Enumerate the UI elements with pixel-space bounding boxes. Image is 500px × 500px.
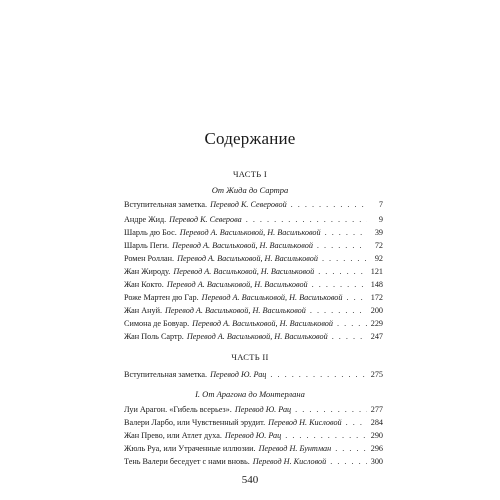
part1-subtitle: От Жида до Сартра (211, 185, 289, 195)
entry-author: Жан Прево, или Атлет духа. (124, 431, 222, 440)
entry-translator: Перевод Н. Кисловой (268, 418, 342, 427)
toc-entry[interactable] (124, 404, 383, 415)
part1-heading: ЧАСТЬ I (232, 169, 268, 179)
entry-translator: Перевод Н. Бунтман (258, 444, 332, 453)
entry-author: Жан Поль Сартр. (124, 332, 184, 341)
dot-leader (285, 430, 367, 441)
dot-leader (291, 199, 367, 210)
toc-entry[interactable] (124, 318, 383, 329)
toc-entry[interactable] (124, 214, 383, 225)
entry-translator: Перевод А. Васильковой, Н. Васильковой (177, 254, 318, 263)
toc-entry[interactable] (124, 199, 383, 210)
entry-page-number: 277 (370, 405, 383, 414)
toc-entry[interactable] (124, 266, 383, 277)
toc-entry[interactable] (124, 279, 383, 290)
toc-entry[interactable] (124, 240, 383, 251)
entry-page-number: 296 (370, 444, 383, 453)
dot-leader (246, 214, 367, 225)
toc-entry[interactable] (124, 369, 383, 380)
entry-page-number: 247 (370, 332, 383, 341)
entry-page-number: 39 (374, 228, 383, 237)
dot-leader (325, 227, 367, 238)
entry-translator: Перевод К. Северовой (210, 200, 287, 209)
page-title: Содержание (204, 129, 296, 148)
entry-translator: Перевод Н. Кисловой (252, 457, 327, 466)
toc-entry[interactable] (124, 305, 383, 316)
dot-leader (310, 305, 367, 316)
dot-leader (317, 240, 367, 251)
entry-author: Вступительная заметка. (124, 200, 208, 209)
part2-subtitle: I. От Арагона до Монтерлана (195, 389, 305, 399)
toc-entry[interactable] (124, 227, 383, 238)
entry-translator: Перевод К. Северова (169, 215, 242, 224)
entry-page-number: 290 (370, 431, 383, 440)
entry-author: Жан Кокто. (124, 280, 164, 289)
entry-author: Валери Ларбо, или Чувственный эрудит. (124, 418, 266, 427)
toc-entry[interactable] (124, 430, 383, 441)
entry-page-number: 300 (370, 457, 383, 466)
entry-translator: Перевод А. Васильковой, Н. Васильковой (165, 306, 306, 315)
toc-entry[interactable] (124, 456, 383, 467)
entry-page-number: 200 (370, 306, 383, 315)
entry-page-number: 275 (370, 370, 383, 379)
part2-heading: ЧАСТЬ II (231, 352, 269, 362)
entry-author: Вступительная заметка. (124, 370, 208, 379)
dot-leader (295, 404, 367, 415)
toc-entry[interactable] (124, 417, 383, 428)
dot-leader (318, 266, 367, 277)
entry-author: Симона де Бовуар. (124, 319, 190, 328)
dot-leader (332, 331, 367, 342)
entry-page-number: 72 (374, 241, 383, 250)
dot-leader (322, 253, 367, 264)
dot-leader (337, 318, 367, 329)
dot-leader (346, 417, 367, 428)
entry-translator: Перевод Ю. Рац (234, 405, 292, 414)
entry-translator: Перевод А. Васильковой, Н. Васильковой (192, 319, 333, 328)
entry-author: Шарль дю Бос. (124, 228, 177, 237)
dot-leader (346, 292, 367, 303)
entry-translator: Перевод А. Васильковой, Н. Васильковой (166, 280, 308, 289)
dot-leader (312, 279, 367, 290)
entry-author: Жан Жироду. (124, 267, 171, 276)
entry-page-number: 148 (370, 280, 383, 289)
entry-page-number: 172 (370, 293, 383, 302)
dot-leader (330, 456, 367, 467)
dot-leader (270, 369, 367, 380)
entry-author: Ромен Роллан. (124, 254, 175, 263)
entry-page-number: 7 (378, 200, 383, 209)
toc-entry[interactable] (124, 331, 383, 342)
entry-page-number: 284 (370, 418, 383, 427)
entry-page-number: 92 (374, 254, 383, 263)
entry-translator: Перевод Ю. Рац (210, 370, 267, 379)
page-number: 540 (241, 474, 259, 486)
entry-author: Луи Арагон. «Гибель всерьез». (124, 405, 232, 414)
entry-translator: Перевод А. Васильковой, Н. Васильковой (186, 332, 328, 341)
toc-entry[interactable] (124, 253, 383, 264)
entry-author: Роже Мартен дю Гар. (124, 293, 199, 302)
entry-page-number: 9 (378, 215, 383, 224)
entry-translator: Перевод Ю. Рац (224, 431, 282, 440)
toc-entry[interactable] (124, 292, 383, 303)
entry-author: Тень Валери беседует с нами вновь. (124, 457, 250, 466)
entry-page-number: 229 (370, 319, 383, 328)
entry-author: Шарль Пеги. (124, 241, 170, 250)
entry-translator: Перевод А. Васильковой, Н. Васильковой (173, 267, 315, 276)
entry-author: Жюль Руа, или Утраченные иллюзии. (124, 444, 256, 453)
entry-translator: Перевод А. Васильковой, Н. Васильковой (172, 241, 313, 250)
dot-leader (335, 443, 367, 454)
entry-page-number: 121 (370, 267, 383, 276)
entry-translator: Перевод А. Васильковой, Н. Васильковой (179, 228, 321, 237)
toc-entry[interactable] (124, 443, 383, 454)
entry-translator: Перевод А. Васильковой, Н. Васильковой (201, 293, 343, 302)
entry-author: Жан Ануй. (124, 306, 163, 315)
entry-author: Андре Жид. (124, 215, 167, 224)
